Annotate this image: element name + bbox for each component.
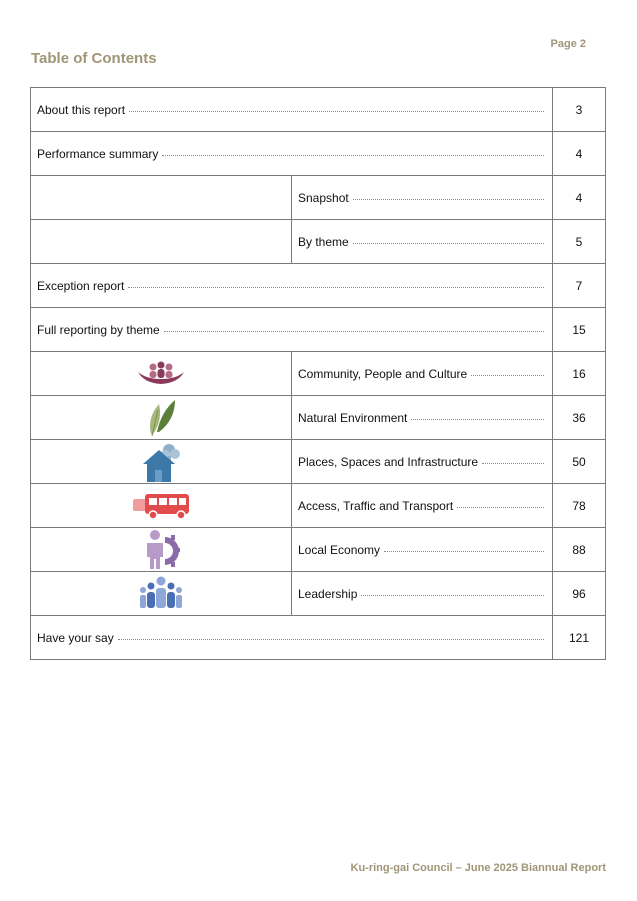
dot-leader bbox=[471, 374, 544, 376]
person-gear-icon bbox=[141, 529, 181, 571]
toc-page-number[interactable]: 15 bbox=[553, 308, 606, 352]
toc-page-number[interactable]: 36 bbox=[553, 396, 606, 440]
toc-page-number[interactable]: 88 bbox=[553, 528, 606, 572]
empty-icon-cell bbox=[31, 220, 292, 264]
toc-label[interactable]: Local Economy bbox=[298, 542, 381, 557]
toc-label[interactable]: Community, People and Culture bbox=[298, 366, 468, 381]
people-group-icon bbox=[139, 576, 183, 612]
toc-label[interactable]: Full reporting by theme bbox=[37, 322, 160, 337]
page-number: Page 2 bbox=[550, 38, 586, 50]
footer-text: Ku-ring-gai Council – June 2025 Biannual Report bbox=[350, 862, 606, 874]
dot-leader bbox=[361, 594, 544, 596]
toc-label[interactable]: By theme bbox=[298, 234, 349, 249]
toc-label[interactable]: Have your say bbox=[37, 630, 114, 645]
toc-row-by-theme[interactable] bbox=[31, 220, 606, 264]
page-title: Table of Contents bbox=[31, 50, 157, 67]
toc-page-number[interactable]: 121 bbox=[553, 616, 606, 660]
leaves-icon bbox=[143, 398, 179, 438]
toc-label[interactable]: Exception report bbox=[37, 278, 125, 293]
house-tree-icon bbox=[139, 442, 183, 482]
dot-leader bbox=[128, 286, 544, 288]
toc-page-number[interactable]: 96 bbox=[553, 572, 606, 616]
dot-leader bbox=[482, 462, 544, 464]
toc-row-places-spaces[interactable] bbox=[31, 440, 606, 484]
community-hands-icon bbox=[136, 359, 186, 389]
toc-label[interactable]: Snapshot bbox=[298, 190, 349, 205]
dot-leader bbox=[353, 242, 544, 244]
dot-leader bbox=[457, 506, 544, 508]
dot-leader bbox=[118, 638, 544, 640]
dot-leader bbox=[384, 550, 544, 552]
toc-page-number[interactable]: 7 bbox=[553, 264, 606, 308]
dot-leader bbox=[353, 198, 544, 200]
toc-row-snapshot[interactable] bbox=[31, 176, 606, 220]
empty-icon-cell bbox=[31, 176, 292, 220]
toc-page-number[interactable]: 50 bbox=[553, 440, 606, 484]
dot-leader bbox=[129, 110, 544, 112]
toc-row-full-reporting[interactable] bbox=[31, 308, 606, 352]
toc-row-exception[interactable] bbox=[31, 264, 606, 308]
toc-page-number[interactable]: 5 bbox=[553, 220, 606, 264]
toc-row-leadership[interactable] bbox=[31, 572, 606, 616]
toc-label[interactable]: Performance summary bbox=[37, 146, 159, 161]
toc-row-performance[interactable] bbox=[31, 132, 606, 176]
toc-row-have-your-say[interactable] bbox=[31, 616, 606, 660]
toc-page-number[interactable]: 78 bbox=[553, 484, 606, 528]
toc-row-access-traffic[interactable] bbox=[31, 484, 606, 528]
toc-row-about[interactable] bbox=[31, 88, 606, 132]
toc-label[interactable]: Natural Environment bbox=[298, 410, 408, 425]
dot-leader bbox=[164, 330, 544, 332]
toc-label[interactable]: Leadership bbox=[298, 586, 358, 601]
bus-icon bbox=[131, 491, 191, 521]
toc-page-number[interactable]: 16 bbox=[553, 352, 606, 396]
dot-leader bbox=[411, 418, 544, 420]
toc-page-number[interactable]: 4 bbox=[553, 132, 606, 176]
toc-row-community[interactable] bbox=[31, 352, 606, 396]
dot-leader bbox=[162, 154, 544, 156]
toc-row-local-economy[interactable] bbox=[31, 528, 606, 572]
toc-row-natural-environment[interactable] bbox=[31, 396, 606, 440]
toc-table bbox=[30, 87, 606, 660]
toc-label[interactable]: Places, Spaces and Infrastructure bbox=[298, 454, 479, 469]
toc-label[interactable]: About this report bbox=[37, 102, 126, 117]
toc-page-number[interactable]: 4 bbox=[553, 176, 606, 220]
toc-page-number[interactable]: 3 bbox=[553, 88, 606, 132]
toc-label[interactable]: Access, Traffic and Transport bbox=[298, 498, 454, 513]
